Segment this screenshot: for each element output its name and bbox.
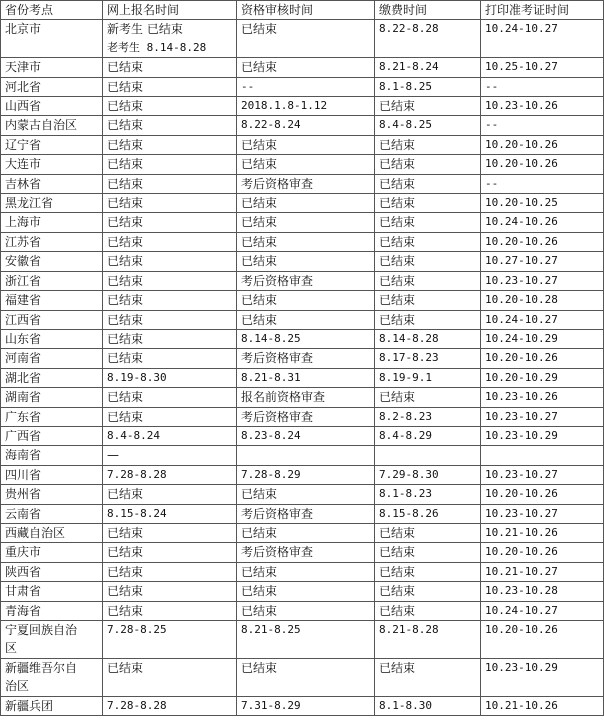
print-cell: 10.20-10.26: [481, 485, 604, 504]
print-cell: 10.21-10.26: [481, 696, 604, 715]
province-cell: 天津市: [1, 58, 103, 77]
payment-cell: 已结束: [375, 291, 481, 310]
review-cell: 已结束: [237, 232, 375, 251]
review-cell: 已结束: [237, 310, 375, 329]
province-line: 区: [5, 641, 18, 656]
registration-cell: 已结束: [103, 543, 237, 562]
print-cell: --: [481, 116, 604, 135]
province-cell: 山东省: [1, 329, 103, 348]
print-cell: 10.24-10.27: [481, 310, 604, 329]
review-cell: 已结束: [237, 582, 375, 601]
payment-cell: 8.21-8.24: [375, 58, 481, 77]
registration-cell: 8.19-8.30: [103, 368, 237, 387]
table-row: [1, 465, 604, 484]
registration-cell: 8.15-8.24: [103, 504, 237, 523]
header-row: [1, 1, 604, 20]
review-cell: 已结束: [237, 291, 375, 310]
review-cell: 已结束: [237, 485, 375, 504]
payment-cell: 已结束: [375, 135, 481, 154]
payment-cell: 已结束: [375, 562, 481, 581]
payment-cell: 8.15-8.26: [375, 504, 481, 523]
province-cell: 河北省: [1, 77, 103, 96]
table-row: [1, 601, 604, 620]
province-cell: 大连市: [1, 155, 103, 174]
province-cell: 吉林省: [1, 174, 103, 193]
table-row: [1, 252, 604, 271]
payment-cell: 已结束: [375, 155, 481, 174]
payment-cell: 已结束: [375, 310, 481, 329]
table-row: [1, 523, 604, 542]
registration-cell: 已结束: [103, 582, 237, 601]
registration-cell: 已结束: [103, 349, 237, 368]
payment-cell: 已结束: [375, 194, 481, 213]
registration-cell: 已结束: [103, 562, 237, 581]
table-row: [1, 194, 604, 213]
payment-cell: 7.29-8.30: [375, 465, 481, 484]
table-row: [1, 174, 604, 193]
province-cell: 上海市: [1, 213, 103, 232]
table-row: [1, 446, 604, 465]
province-cell: [1, 621, 103, 659]
province-cell: 西藏自治区: [1, 523, 103, 542]
registration-cell: 7.28-8.25: [103, 621, 237, 659]
payment-cell: 已结束: [375, 213, 481, 232]
province-cell: 重庆市: [1, 543, 103, 562]
payment-cell: 8.1-8.30: [375, 696, 481, 715]
table-row: [1, 658, 604, 696]
payment-cell: 已结束: [375, 658, 481, 696]
header-registration: 网上报名时间: [103, 1, 237, 20]
print-cell: 10.23-10.26: [481, 388, 604, 407]
province-cell: 福建省: [1, 291, 103, 310]
province-cell: 海南省: [1, 446, 103, 465]
table-row: [1, 232, 604, 251]
province-cell: 广西省: [1, 426, 103, 445]
review-cell: 考后资格审查: [237, 543, 375, 562]
registration-cell: 已结束: [103, 601, 237, 620]
registration-cell: 7.28-8.28: [103, 696, 237, 715]
table-row: [1, 58, 604, 77]
review-cell: 8.22-8.24: [237, 116, 375, 135]
payment-cell: 已结束: [375, 271, 481, 290]
payment-cell: 8.1-8.25: [375, 77, 481, 96]
table-row: [1, 271, 604, 290]
payment-cell: 已结束: [375, 601, 481, 620]
province-line: 新疆维吾尔自: [5, 660, 78, 675]
review-cell: 已结束: [237, 58, 375, 77]
registration-cell: 7.28-8.28: [103, 465, 237, 484]
registration-cell: 已结束: [103, 252, 237, 271]
print-cell: 10.24-10.27: [481, 601, 604, 620]
payment-cell: 8.14-8.28: [375, 329, 481, 348]
print-cell: --: [481, 77, 604, 96]
registration-cell: 8.4-8.24: [103, 426, 237, 445]
review-cell: [237, 446, 375, 465]
print-cell: 10.24-10.29: [481, 329, 604, 348]
table-row: [1, 426, 604, 445]
province-cell: 湖北省: [1, 368, 103, 387]
print-cell: 10.21-10.26: [481, 523, 604, 542]
review-cell: --: [237, 77, 375, 96]
payment-cell: 已结束: [375, 543, 481, 562]
table-row: [1, 504, 604, 523]
review-cell: 8.14-8.25: [237, 329, 375, 348]
registration-cell: 已结束: [103, 388, 237, 407]
table-row: [1, 77, 604, 96]
province-cell: 北京市: [1, 20, 103, 58]
review-cell: 已结束: [237, 20, 375, 58]
print-cell: 10.24-10.26: [481, 213, 604, 232]
review-cell: 已结束: [237, 213, 375, 232]
payment-cell: 8.19-9.1: [375, 368, 481, 387]
province-cell: 山西省: [1, 97, 103, 116]
payment-cell: 8.2-8.23: [375, 407, 481, 426]
table-row: [1, 543, 604, 562]
registration-cell: 已结束: [103, 658, 237, 696]
review-cell: 已结束: [237, 523, 375, 542]
review-cell: 8.21-8.31: [237, 368, 375, 387]
province-cell: 黑龙江省: [1, 194, 103, 213]
review-cell: 考后资格审查: [237, 271, 375, 290]
province-cell: 浙江省: [1, 271, 103, 290]
registration-cell: 已结束: [103, 310, 237, 329]
registration-cell: 已结束: [103, 271, 237, 290]
payment-cell: 8.21-8.28: [375, 621, 481, 659]
print-cell: 10.20-10.29: [481, 368, 604, 387]
payment-cell: 8.22-8.28: [375, 20, 481, 58]
province-cell: 青海省: [1, 601, 103, 620]
payment-cell: 已结束: [375, 97, 481, 116]
review-cell: 考后资格审查: [237, 407, 375, 426]
payment-cell: 已结束: [375, 582, 481, 601]
header-print-ticket: 打印准考证时间: [481, 1, 604, 20]
registration-cell: 已结束: [103, 194, 237, 213]
print-cell: 10.20-10.28: [481, 291, 604, 310]
registration-cell: 已结束: [103, 97, 237, 116]
registration-cell: 已结束: [103, 58, 237, 77]
review-cell: 考后资格审查: [237, 504, 375, 523]
print-cell: --: [481, 174, 604, 193]
province-cell: 甘肃省: [1, 582, 103, 601]
registration-cell: 已结束: [103, 291, 237, 310]
registration-cell: 已结束: [103, 232, 237, 251]
table-row: [1, 155, 604, 174]
registration-cell: 已结束: [103, 155, 237, 174]
header-review: 资格审核时间: [237, 1, 375, 20]
table-row: [1, 116, 604, 135]
print-cell: 10.23-10.29: [481, 426, 604, 445]
header-payment: 缴费时间: [375, 1, 481, 20]
registration-cell: [103, 20, 237, 58]
table-row: [1, 407, 604, 426]
review-cell: 2018.1.8-1.12: [237, 97, 375, 116]
review-cell: 已结束: [237, 252, 375, 271]
review-cell: 已结束: [237, 562, 375, 581]
print-cell: 10.23-10.27: [481, 465, 604, 484]
payment-cell: 8.4-8.29: [375, 426, 481, 445]
print-cell: 10.21-10.27: [481, 562, 604, 581]
print-cell: 10.20-10.26: [481, 621, 604, 659]
table-row: [1, 310, 604, 329]
review-cell: 已结束: [237, 658, 375, 696]
table-row: [1, 696, 604, 715]
table-row: [1, 97, 604, 116]
registration-cell: 已结束: [103, 174, 237, 193]
print-cell: 10.20-10.26: [481, 135, 604, 154]
review-cell: 已结束: [237, 155, 375, 174]
review-cell: 7.31-8.29: [237, 696, 375, 715]
registration-cell: 已结束: [103, 407, 237, 426]
print-cell: 10.20-10.26: [481, 349, 604, 368]
payment-cell: 已结束: [375, 252, 481, 271]
review-cell: 7.28-8.29: [237, 465, 375, 484]
province-cell: 陕西省: [1, 562, 103, 581]
province-cell: 江苏省: [1, 232, 103, 251]
payment-cell: 8.4-8.25: [375, 116, 481, 135]
payment-cell: 已结束: [375, 388, 481, 407]
print-cell: 10.20-10.25: [481, 194, 604, 213]
print-cell: 10.20-10.26: [481, 232, 604, 251]
province-cell: 江西省: [1, 310, 103, 329]
payment-cell: 已结束: [375, 174, 481, 193]
province-cell: 湖南省: [1, 388, 103, 407]
province-cell: 广东省: [1, 407, 103, 426]
province-cell: [1, 658, 103, 696]
registration-cell: 已结束: [103, 329, 237, 348]
review-cell: 已结束: [237, 601, 375, 620]
print-cell: 10.24-10.27: [481, 20, 604, 58]
province-line: 治区: [5, 679, 30, 694]
registration-line: 新考生 已结束: [107, 22, 183, 37]
province-cell: 安徽省: [1, 252, 103, 271]
print-cell: 10.20-10.26: [481, 155, 604, 174]
table-row: [1, 582, 604, 601]
province-cell: 云南省: [1, 504, 103, 523]
registration-cell: 已结束: [103, 523, 237, 542]
table-row: [1, 213, 604, 232]
province-cell: 新疆兵团: [1, 696, 103, 715]
province-line: 宁夏回族自治: [5, 623, 78, 637]
header-province: 省份考点: [1, 1, 103, 20]
print-cell: 10.23-10.27: [481, 504, 604, 523]
province-cell: 贵州省: [1, 485, 103, 504]
table-row: [1, 621, 604, 659]
payment-cell: 已结束: [375, 232, 481, 251]
table-row: [1, 388, 604, 407]
print-cell: 10.23-10.29: [481, 658, 604, 696]
province-cell: 四川省: [1, 465, 103, 484]
payment-cell: 8.17-8.23: [375, 349, 481, 368]
print-cell: 10.23-10.28: [481, 582, 604, 601]
table-row: [1, 291, 604, 310]
print-cell: 10.23-10.26: [481, 97, 604, 116]
table-row: [1, 135, 604, 154]
province-cell: 河南省: [1, 349, 103, 368]
registration-cell: —: [103, 446, 237, 465]
payment-cell: [375, 446, 481, 465]
registration-cell: 已结束: [103, 135, 237, 154]
table-row: [1, 329, 604, 348]
print-cell: 10.23-10.27: [481, 407, 604, 426]
table-row: [1, 485, 604, 504]
review-cell: 8.21-8.25: [237, 621, 375, 659]
payment-cell: 8.1-8.23: [375, 485, 481, 504]
review-cell: 已结束: [237, 194, 375, 213]
review-cell: 报名前资格审查: [237, 388, 375, 407]
review-cell: 考后资格审查: [237, 349, 375, 368]
print-cell: 10.25-10.27: [481, 58, 604, 77]
print-cell: 10.27-10.27: [481, 252, 604, 271]
review-cell: 已结束: [237, 135, 375, 154]
review-cell: 8.23-8.24: [237, 426, 375, 445]
table-row: [1, 20, 604, 58]
payment-cell: 已结束: [375, 523, 481, 542]
registration-cell: 已结束: [103, 116, 237, 135]
registration-cell: 已结束: [103, 213, 237, 232]
print-cell: 10.20-10.26: [481, 543, 604, 562]
province-cell: 内蒙古自治区: [1, 116, 103, 135]
registration-line: 老考生 8.14-8.28: [107, 40, 207, 54]
registration-cell: 已结束: [103, 485, 237, 504]
table-row: [1, 368, 604, 387]
review-cell: 考后资格审查: [237, 174, 375, 193]
print-cell: 10.23-10.27: [481, 271, 604, 290]
table-row: [1, 349, 604, 368]
table-row: [1, 562, 604, 581]
print-cell: [481, 446, 604, 465]
province-cell: 辽宁省: [1, 135, 103, 154]
registration-cell: 已结束: [103, 77, 237, 96]
